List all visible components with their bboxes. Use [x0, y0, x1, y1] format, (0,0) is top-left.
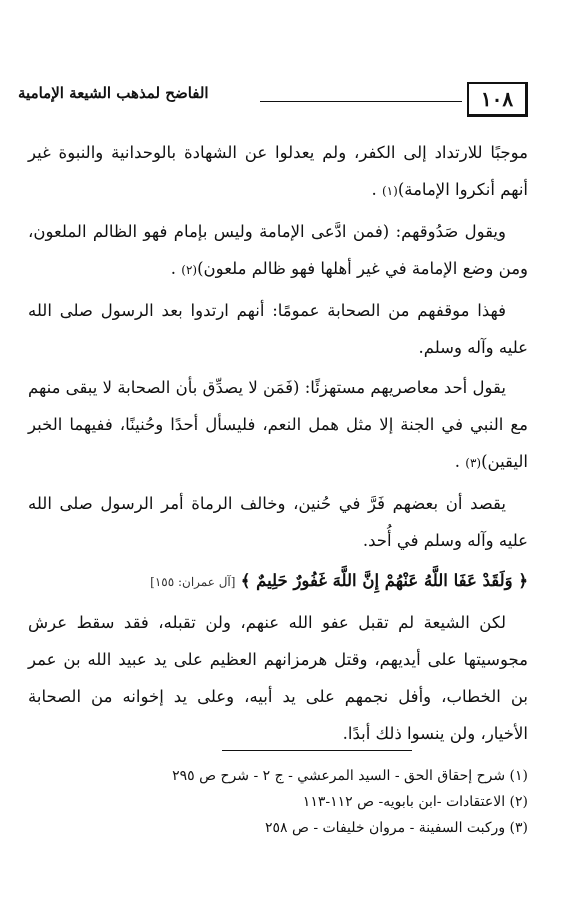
paragraph: لكن الشيعة لم تقبل عفو الله عنهم، ولن تقبله، فقد سقط عرش مجوسيتها على أيديهم، وقتل هرمزانهم العظيم على يد عبيد الله بن عمر بن الخطاب، وأفل نجمهم على يد أبيه، وعلى يد إخوانه من الصحابة الأخيار، ولن ينسوا ذلك أبدًا.: [28, 613, 528, 743]
footnote: (٢) الاعتقادات -ابن بابويه- ص ١١٢-١١٣: [302, 794, 528, 810]
footnote: (٣) وركبت السفينة - مروان خليفات - ص ٢٥٨: [264, 820, 528, 836]
footnote-marker: (١): [381, 184, 398, 198]
running-title: الفاضح لمذهب الشيعة الإمامية: [18, 84, 209, 102]
paragraph: ويقول صَدُوقهم: (فمن ادَّعى الإمامة وليس بإمام فهو الظالم الملعون، ومن وضع الإمامة في غير أهلها فهو ظالم ملعون)(٢) .: [28, 222, 528, 278]
page-number: ١٠٨: [480, 87, 514, 111]
footnote-marker: (٣): [465, 456, 482, 470]
footnote-separator: [222, 750, 412, 751]
header-rule: [260, 101, 462, 102]
quran-verse: [28, 562, 528, 601]
footnote: (١) شرح إحقاق الحق - السيد المرعشي - ج ٢ - شرح ص ٢٩٥: [172, 768, 528, 784]
paragraph: يقصد أن بعضهم فَرَّ في حُنين، وخالف الرماة أمر الرسول صلى الله عليه وآله وسلم في أُحد.: [28, 494, 528, 550]
paragraph: فهذا موقفهم من الصحابة عمومًا: أنهم ارتدوا بعد الرسول صلى الله عليه وآله وسلم.: [28, 301, 528, 357]
body-text: [28, 134, 528, 755]
paragraph: موجبًا للارتداد إلى الكفر، ولم يعدلوا عن الشهادة بالوحدانية والنبوة غير أنهم أنكروا الإمامة)(١) .: [28, 143, 528, 199]
footnotes: [28, 764, 528, 842]
footnote-marker: (٢): [181, 263, 198, 277]
page-header: [18, 82, 528, 116]
page-number-box: [467, 82, 528, 117]
verse-text: ﴿ وَلَقَدْ عَفَا اللَّهُ عَنْهُمْ إِنَّ اللَّهَ غَفُورٌ حَلِيمٌ ﴾: [240, 571, 528, 590]
paragraph: يقول أحد معاصريهم مستهزئًا: (فَمَن لا يصدِّق بأن الصحابة لا يبقى منهم مع النبي في الجنة إلا مثل همل النعم، فليسأل أحدًا وحُنينًا، ففيهما الخبر اليقين)(٣) .: [28, 378, 528, 471]
verse-source: [آل عمران: ١٥٥]: [150, 575, 236, 589]
